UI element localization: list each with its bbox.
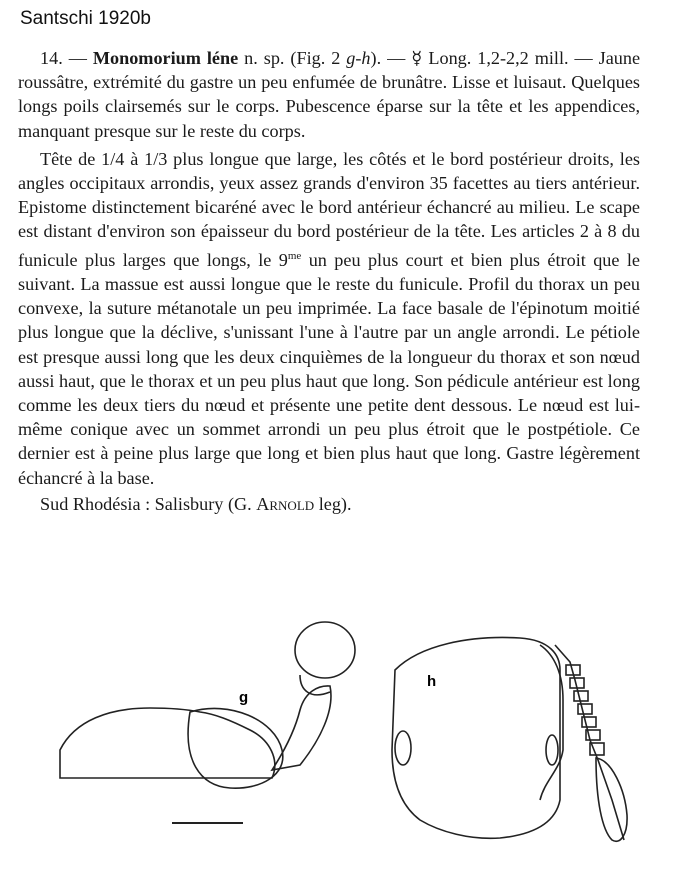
petiole — [272, 686, 331, 770]
species-name: Monomorium léne — [92, 48, 239, 68]
figure-illustration — [0, 600, 688, 885]
entry-number: 14. — [40, 48, 63, 68]
gaster-segment — [188, 708, 283, 788]
paragraph-diagnosis — [18, 46, 640, 143]
head-outline — [392, 637, 560, 838]
status: n. sp. — [244, 48, 285, 68]
diagnosis-text: Long. 1,2-2,2 mill. — Jaune roussâtre, extrémité du gastre un peu enfumée de brunâtre. Lisse et luisaut. Quelques longs poils clairsemés sur le corps. Pubescence éparse sur la tête et les appendices, manquant presque sur le reste du corps. — [18, 48, 641, 141]
figure-reference: (Fig. 2 g-h). — [290, 48, 382, 68]
figure-label-h: h — [427, 673, 437, 690]
dash-2: — — [387, 48, 406, 68]
eye-left — [395, 731, 411, 765]
ant-drawings — [0, 600, 688, 885]
species-description — [18, 46, 640, 516]
dash: — — [68, 48, 87, 68]
paragraph-head-description: Tête de 1/4 à 1/3 plus longue que large, les côtés et le bord postérieur droits, les angles occipitaux arrondis, yeux assez grands d'environ 35 facettes au tiers antérieur. Epistome distinctement bicaréné avec le bord antérieur échancré au milieu. Le scape est distant d'environ son épaisseur du bord postérieur de la tête. Les articles 2 à 8 du funicule plus larges que longs, le $9^{me}$ un peu plus court et bien plus étroit que le suivant. La massue est aussi longue que le reste du funicule. Profil du thorax un peu convexe, la suture métanotale un peu imprimée. La face basale de l'épinotum moitié plus longue que la déclive, s'unissant l'une à l'autre par un angle arrondi. Le pétiole est presque aussi long que les deux cinquièmes de la longueur du thorax et son nœud aussi haut, que le thorax et un peu plus haut que long. Son pédicule antérieur est long comme les deux tiers du nœud et présente une petite dent dessous. Le nœud est lui-même conique avec un sommet arrondi un peu plus étroit que le postpétiole. Ce dernier est à peine plus large que long et bien plus haut que long. Gastre légèrement échancré à la base. — [18, 148, 640, 488]
caste-symbol: ☿ — [411, 48, 423, 68]
collector-name: Arnold — [256, 493, 315, 514]
figure-label-g: g — [239, 689, 249, 706]
postpetiole — [295, 622, 355, 678]
thorax-outline — [60, 708, 275, 778]
paragraph-locality: Sud Rhodésia : Salisbury (G. Arnold leg). — [40, 493, 352, 514]
superscript-me: me — [287, 249, 302, 262]
citation-header: Santschi 1920b — [20, 8, 151, 29]
eye-right — [546, 735, 558, 765]
